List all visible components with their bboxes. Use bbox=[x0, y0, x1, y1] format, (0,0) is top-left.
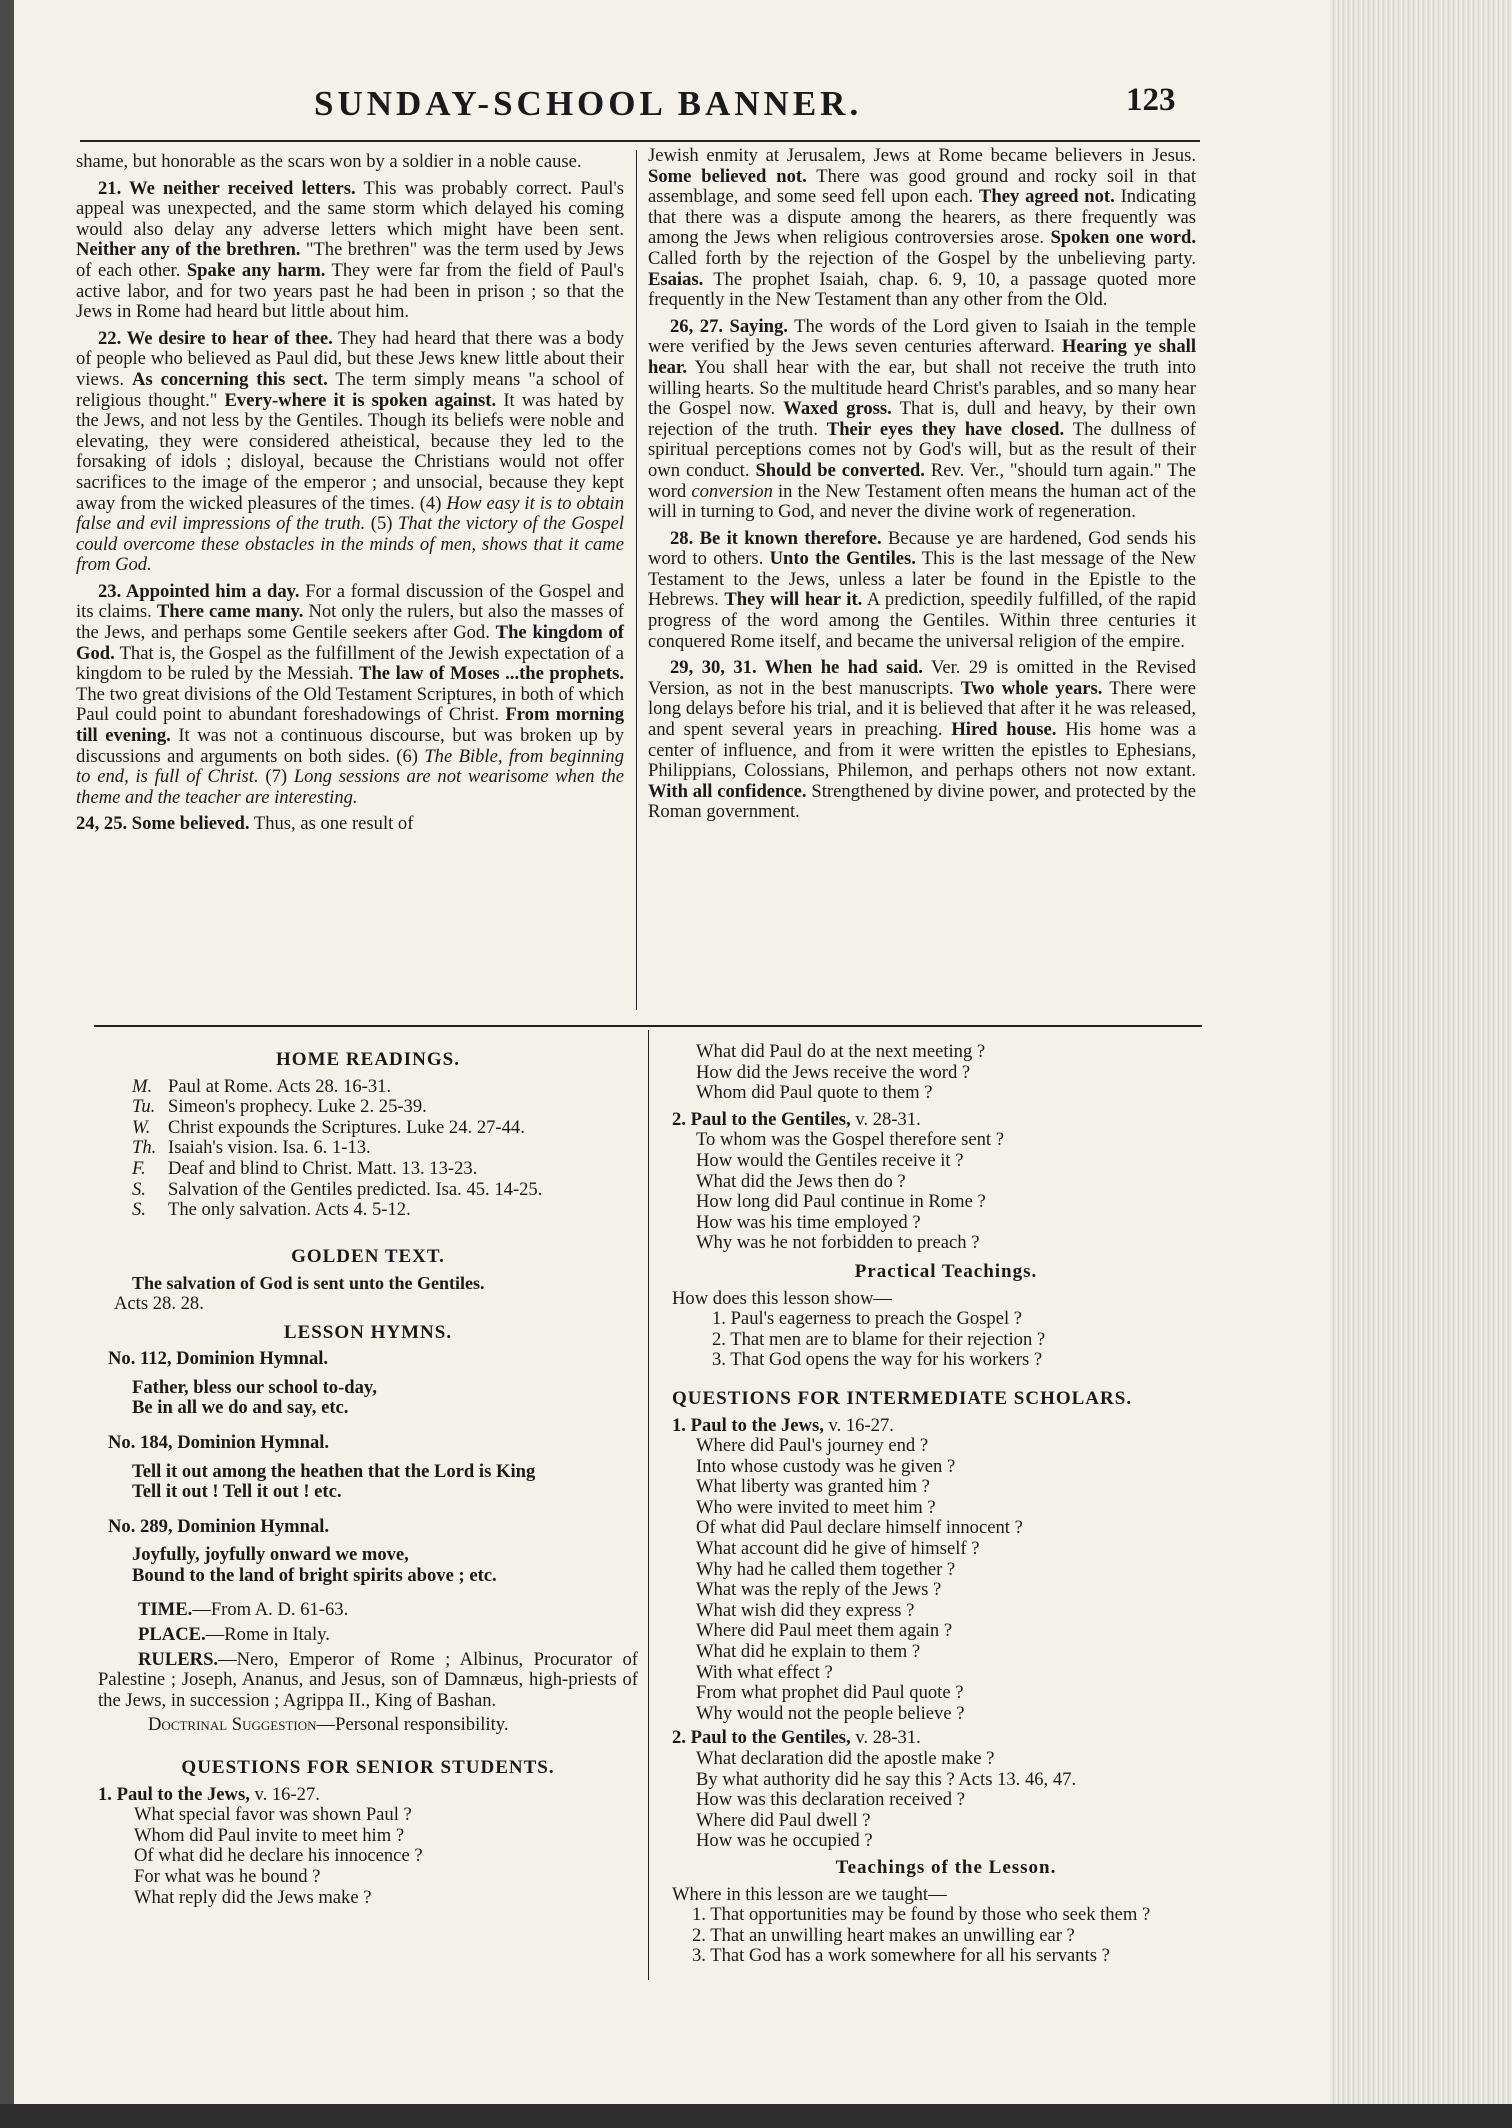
commentary-text: The dullness of spiritual perceptions comes not by God's will, but as the result of their own conduct. bbox=[648, 418, 1196, 481]
verse-reference: Hired house. bbox=[951, 719, 1057, 741]
verse-reference: There came many. bbox=[156, 601, 304, 623]
verse-reference: Spoken one word. bbox=[1050, 227, 1196, 249]
commentary-text: His home was a center of influence, and from it were written the epistles to Ephesians, Philippians, Colossians, Philemon, and perhaps others not now extant. bbox=[648, 719, 1197, 782]
commentary-text: There were long delays before his trial, and it is believed that after it he was released, and spent several years in preaching. bbox=[648, 677, 1196, 741]
lesson-hymns-list bbox=[98, 1349, 638, 1586]
commentary-text: Indicating that there was a dispute among the hearers, as there frequently was among the Jews when religious controversies arose. bbox=[648, 186, 1196, 249]
question-item: What did the Jews then do ? bbox=[696, 1170, 906, 1192]
question-item: How would the Gentiles receive it ? bbox=[696, 1149, 964, 1171]
question-item: What was the reply of the Jews ? bbox=[696, 1579, 942, 1601]
hymn-line: Tell it out among the heathen that the Lord is King bbox=[132, 1460, 536, 1482]
question-item: What liberty was granted him ? bbox=[696, 1476, 930, 1498]
hymn-source: No. 289, Dominion Hymnal. bbox=[108, 1515, 330, 1537]
verse-reference: Waxed gross. bbox=[783, 398, 892, 420]
teaching-item: 2. That men are to blame for their rejection ? bbox=[712, 1328, 1046, 1350]
question-item: Where did Paul meet them again ? bbox=[696, 1620, 953, 1642]
commentary-text: Rev. Ver., "should turn again." The word bbox=[648, 459, 1197, 502]
commentary-text: A prediction, speedily fulfilled, of the rapid progress of the word among the Gentiles. Within three centuries it conquered Rome itself, and became the universal religion of the empire. bbox=[648, 589, 1196, 652]
reading-text: Deaf and blind to Christ. Matt. 13. 13-23. bbox=[168, 1157, 478, 1179]
commentary-paragraph bbox=[648, 146, 1196, 311]
question-item: What special favor was shown Paul ? bbox=[134, 1804, 412, 1826]
commentary-text: shame, but honorable as the scars won by a soldier in a noble cause. bbox=[76, 151, 582, 172]
lesson-teachings-intro: Where in this lesson are we taught— bbox=[672, 1883, 947, 1905]
golden-text-ref: Acts 28. 28. bbox=[114, 1292, 204, 1314]
verse-reference: Every-where it is spoken against. bbox=[224, 389, 497, 411]
teaching-item: 3. That God has a work somewhere for all his servants ? bbox=[692, 1945, 1110, 1967]
verse-reference: Their eyes they have closed. bbox=[826, 418, 1065, 440]
verse-reference: 22. We desire to hear of thee. bbox=[98, 327, 333, 349]
home-reading-row bbox=[98, 1097, 638, 1118]
doctrinal-suggestion: Doctrinal Suggestion—Personal responsibility. bbox=[148, 1714, 509, 1736]
hymn-block bbox=[108, 1349, 638, 1419]
reading-text: Isaiah's vision. Isa. 6. 1-13. bbox=[168, 1137, 371, 1159]
question-item: With what effect ? bbox=[696, 1661, 833, 1683]
reading-day: M. bbox=[132, 1075, 153, 1097]
hymn-source: No. 184, Dominion Hymnal. bbox=[108, 1431, 330, 1453]
question-item: Into whose custody was he given ? bbox=[696, 1455, 956, 1477]
question-item: Whom did Paul invite to meet him ? bbox=[134, 1824, 405, 1846]
question-item: From what prophet did Paul quote ? bbox=[696, 1682, 964, 1704]
verse-reference: From morning till evening. bbox=[76, 704, 624, 747]
reading-day: S. bbox=[132, 1199, 146, 1221]
question-item: Whom did Paul quote to them ? bbox=[696, 1082, 933, 1104]
commentary-text: (7) bbox=[258, 766, 294, 788]
verse-reference: The law of Moses ...the prophets. bbox=[359, 663, 624, 685]
verse-reference: 21. We neither received letters. bbox=[98, 177, 356, 199]
commentary-text: Long sessions are not wearisome when the theme and the teacher are interesting. bbox=[76, 766, 624, 808]
commentary-text: This was probably correct. Paul's appeal was unexpected, and the same storm which delayed his coming would also delay any adverse letters which might have been sent. bbox=[76, 177, 624, 240]
question-item: To whom was the Gospel therefore sent ? bbox=[696, 1129, 1004, 1151]
verse-reference: 24, 25. Some believed. bbox=[76, 813, 250, 835]
verse-reference: They agreed not. bbox=[978, 186, 1115, 208]
practical-teachings-list bbox=[672, 1309, 1220, 1371]
reading-day: Tu. bbox=[132, 1096, 156, 1118]
commentary-text: There was good ground and rocky soil in that assemblage, and some seed fell upon each. bbox=[648, 165, 1196, 208]
senior-questions-list-b bbox=[672, 1042, 1220, 1104]
teaching-item: 3. That God opens the way for his workers ? bbox=[712, 1349, 1043, 1371]
commentary-text: "The brethren" was the term used by Jews of each other. bbox=[76, 239, 624, 281]
question-item: Why would not the people believe ? bbox=[696, 1702, 965, 1724]
reading-day: Th. bbox=[132, 1137, 157, 1159]
column-divider-top bbox=[636, 150, 637, 1010]
question-item: How long did Paul continue in Rome ? bbox=[696, 1191, 986, 1213]
lesson-place: PLACE.—Rome in Italy. bbox=[138, 1624, 330, 1646]
home-reading-row bbox=[98, 1200, 638, 1221]
commentary-text: How easy it is to obtain false and evil impressions of the truth. bbox=[76, 492, 625, 535]
verse-reference: They will hear it. bbox=[724, 589, 863, 611]
commentary-text: Jewish enmity at Jerusalem, Jews at Rome became believers in Jesus. bbox=[648, 145, 1196, 166]
question-item: Where did Paul dwell ? bbox=[696, 1809, 871, 1831]
question-item: What account did he give of himself ? bbox=[696, 1538, 980, 1560]
golden-text-title: GOLDEN TEXT. bbox=[291, 1245, 445, 1267]
lesson-time: TIME.—From A. D. 61-63. bbox=[138, 1599, 349, 1621]
commentary-paragraph bbox=[648, 658, 1196, 823]
column-divider-bottom bbox=[648, 1030, 649, 1980]
lesson-teachings-title: Teachings of the Lesson. bbox=[835, 1856, 1057, 1878]
commentary-text: The words of the Lord given to Isaiah in the temple were verified by the Jews seven centuries afterward. bbox=[648, 315, 1196, 358]
lesson-hymns-title: LESSON HYMNS. bbox=[283, 1321, 453, 1343]
commentary-right-column bbox=[648, 146, 1196, 829]
question-item: How was this declaration received ? bbox=[696, 1789, 965, 1811]
question-item: What did Paul do at the next meeting ? bbox=[696, 1041, 986, 1062]
commentary-text: That is, the Gospel as the fulfillment of the Jewish expectation of a kingdom to be ruled by the Messiah. bbox=[76, 642, 624, 685]
commentary-text: Strengthened by divine power, and protected by the Roman government. bbox=[648, 780, 1196, 823]
hymn-line: Father, bless our school to-day, bbox=[132, 1376, 377, 1398]
commentary-text: Not only the rulers, but also the masses of the Jews, and perhaps some Gentile seekers after God. bbox=[76, 601, 624, 644]
question-item: How was his time employed ? bbox=[696, 1211, 921, 1233]
reading-text: Christ expounds the Scriptures. Luke 24. 27-44. bbox=[168, 1116, 525, 1138]
lesson-teachings-list bbox=[672, 1905, 1220, 1967]
verse-reference: 28. Be it known therefore. bbox=[670, 527, 882, 549]
lesson-aids-right bbox=[672, 1042, 1220, 1967]
verse-reference: As concerning this sect. bbox=[131, 368, 328, 390]
commentary-paragraph bbox=[76, 179, 624, 323]
intermediate-questions-title: QUESTIONS FOR INTERMEDIATE SCHOLARS. bbox=[672, 1387, 1133, 1409]
home-reading-row bbox=[98, 1138, 638, 1159]
question-item: Of what did he declare his innocence ? bbox=[134, 1845, 423, 1867]
verse-reference: Hearing ye shall hear. bbox=[648, 336, 1196, 378]
commentary-text: This is the last message of the New Testament to the Jews, unless a later be found in the Epistle to the Hebrews. bbox=[648, 548, 1197, 611]
home-readings-list bbox=[98, 1077, 638, 1221]
verse-reference: 26, 27. Saying. bbox=[670, 315, 788, 337]
verse-reference: Should be converted. bbox=[755, 459, 925, 481]
verse-reference: Two whole years. bbox=[960, 677, 1103, 699]
golden-text: The salvation of God is sent unto the Gentiles. bbox=[132, 1273, 485, 1294]
scan-left-edge bbox=[0, 0, 14, 2128]
commentary-paragraph bbox=[648, 529, 1196, 653]
home-reading-row bbox=[98, 1159, 638, 1180]
running-head: SUNDAY-SCHOOL BANNER. bbox=[314, 84, 863, 123]
hymn-line: Joyfully, joyfully onward we move, bbox=[132, 1544, 409, 1566]
hymn-block bbox=[108, 1517, 638, 1587]
commentary-text: They were far from the field of Paul's active labor, and for two years past he had been in prison ; so that the Jews in Rome had heard but little about him. bbox=[76, 259, 624, 323]
commentary-text: The two great divisions of the Old Testament Scriptures, in both of which Paul could point to abundant foreshadowings of Christ. bbox=[76, 683, 624, 726]
verse-reference: Some believed not. bbox=[648, 165, 807, 187]
commentary-paragraph bbox=[648, 317, 1196, 523]
senior-section-2-questions bbox=[672, 1130, 1220, 1254]
senior-questions-title: QUESTIONS FOR SENIOR STUDENTS. bbox=[181, 1757, 555, 1779]
commentary-text: The term simply means "a school of religious thought." bbox=[76, 368, 624, 411]
hymn-line: Tell it out ! Tell it out ! etc. bbox=[132, 1481, 342, 1503]
reading-text: Paul at Rome. Acts 28. 16-31. bbox=[168, 1075, 392, 1097]
intermediate-section-2-heading: 2. Paul to the Gentiles, v. 28-31. bbox=[672, 1727, 921, 1749]
commentary-paragraph bbox=[76, 582, 624, 809]
senior-questions-list-a bbox=[98, 1805, 638, 1908]
commentary-text: For a formal discussion of the Gospel and its claims. bbox=[76, 580, 624, 623]
commentary-text: Ver. 29 is omitted in the Revised Version, as not in the best manuscripts. bbox=[648, 657, 1196, 699]
question-item: How did the Jews receive the word ? bbox=[696, 1061, 971, 1083]
hymn-line: Be in all we do and say, etc. bbox=[132, 1397, 349, 1419]
practical-teachings-intro: How does this lesson show— bbox=[672, 1287, 893, 1309]
commentary-text: Thus, as one result of bbox=[249, 813, 414, 835]
commentary-text: Called forth by the rejection of the Gospel by the unbelieving party. bbox=[648, 247, 1196, 269]
commentary-text: They had heard that there was a body of people who believed as Paul did, but these Jews knew little about their views. bbox=[76, 327, 624, 390]
verse-reference: Unto the Gentiles. bbox=[769, 548, 916, 570]
page-number: 123 bbox=[1126, 82, 1176, 118]
verse-reference: Neither any of the brethren. bbox=[76, 239, 301, 261]
commentary-text: It was not a continuous discourse, but was broken up by discussions and arguments on both sides. (6) bbox=[76, 725, 624, 767]
hymn-block bbox=[108, 1433, 638, 1503]
question-item: Why was he not forbidden to preach ? bbox=[696, 1232, 980, 1254]
question-item: By what authority did he say this ? Acts 13. 46, 47. bbox=[696, 1768, 1077, 1790]
commentary-text: conversion bbox=[691, 480, 773, 502]
verse-reference: 23. Appointed him a day. bbox=[98, 580, 300, 602]
verse-reference: With all confidence. bbox=[648, 780, 807, 802]
lesson-aids-left bbox=[98, 1050, 638, 1908]
commentary-text: That the victory of the Gospel could overcome these obstacles in the minds of men, shows that it came from God. bbox=[76, 513, 624, 576]
question-item: What reply did the Jews make ? bbox=[134, 1886, 372, 1908]
reading-text: Simeon's prophecy. Luke 2. 25-39. bbox=[168, 1096, 427, 1118]
commentary-paragraph bbox=[76, 814, 624, 835]
reading-text: Salvation of the Gentiles predicted. Isa. 45. 14-25. bbox=[168, 1178, 543, 1200]
question-item: Why had he called them together ? bbox=[696, 1558, 956, 1580]
commentary-text: That is, dull and heavy, by their own rejection of the truth. bbox=[648, 398, 1196, 440]
intermediate-section-1-questions bbox=[672, 1436, 1220, 1724]
question-item: How was he occupied ? bbox=[696, 1830, 873, 1852]
question-item: Where did Paul's journey end ? bbox=[696, 1435, 929, 1457]
scan-bottom-shadow bbox=[0, 2104, 1512, 2128]
senior-section-2-heading: 2. Paul to the Gentiles, v. 28-31. bbox=[672, 1108, 921, 1130]
book-page bbox=[14, 0, 1330, 2104]
lesson-rulers: RULERS.—Nero, Emperor of Rome ; Albinus, Procurator of Palestine ; Joseph, Ananus, and Jesus, son of Damnæus, high-priests of the Jews, in succession ; Agrippa II., King of Bashan. bbox=[98, 1648, 638, 1711]
hymn-line: Bound to the land of bright spirits above ; etc. bbox=[132, 1564, 497, 1586]
question-item: For what was he bound ? bbox=[134, 1866, 321, 1887]
question-item: What declaration did the apostle make ? bbox=[696, 1748, 995, 1769]
question-item: Of what did Paul declare himself innocent ? bbox=[696, 1517, 1023, 1539]
question-item: What did he explain to them ? bbox=[696, 1641, 921, 1663]
practical-teachings-title: Practical Teachings. bbox=[854, 1260, 1038, 1282]
teaching-item: 1. Paul's eagerness to preach the Gospel ? bbox=[712, 1308, 1023, 1330]
verse-reference: 29, 30, 31. When he had said. bbox=[670, 657, 923, 679]
home-readings-title: HOME READINGS. bbox=[276, 1049, 460, 1070]
commentary-text: The Bible, from beginning to end, is full of Christ. bbox=[76, 745, 624, 788]
commentary-left-column bbox=[76, 152, 624, 841]
commentary-text: (5) bbox=[365, 513, 398, 535]
book-page-edges bbox=[1330, 0, 1512, 2104]
teaching-item: 2. That an unwilling heart makes an unwilling ear ? bbox=[692, 1924, 1075, 1946]
commentary-text: in the New Testament often means the human act of the will in turning to God, and never the divine work of regeneration. bbox=[648, 480, 1196, 523]
reading-day: W. bbox=[132, 1116, 151, 1138]
verse-reference: Esaias. bbox=[648, 268, 704, 290]
commentary-text: Because ye are hardened, God sends his word to others. bbox=[648, 527, 1197, 570]
intermediate-section-2-questions bbox=[672, 1749, 1220, 1852]
section-rule bbox=[94, 1025, 1202, 1027]
home-reading-row bbox=[98, 1180, 638, 1201]
question-item: What wish did they express ? bbox=[696, 1599, 915, 1621]
home-reading-row bbox=[98, 1118, 638, 1139]
verse-reference: The kingdom of God. bbox=[76, 622, 624, 664]
hymn-source: No. 112, Dominion Hymnal. bbox=[108, 1348, 329, 1370]
commentary-paragraph bbox=[76, 329, 624, 576]
commentary-text: It was hated by the Jews, and not less by the Gentiles. Though its beliefs were noble and elevating, they were considered atheistical, because they led to the forsaking of idols ; disloyal, because the Christians would not offer sacrifices to the image of the emperor ; and unsocial, because they kept away from the wicked pleasures of the times. (4) bbox=[76, 389, 624, 514]
header-rule bbox=[80, 140, 1200, 142]
commentary-text: You shall hear with the ear, but shall not receive the truth into willing hearts. So the multitude heard Christ's parables, and so many hear the Gospel now. bbox=[648, 356, 1196, 420]
verse-reference: Spake any harm. bbox=[186, 259, 326, 281]
question-item: Who were invited to meet him ? bbox=[696, 1496, 936, 1518]
intermediate-section-1-heading: 1. Paul to the Jews, v. 16-27. bbox=[672, 1414, 894, 1436]
home-reading-row bbox=[98, 1077, 638, 1098]
reading-day: F. bbox=[132, 1157, 146, 1179]
commentary-text: The prophet Isaiah, chap. 6. 9, 10, a passage quoted more frequently in the New Testament than any other from the Old. bbox=[648, 268, 1196, 311]
senior-section-1-heading: 1. Paul to the Jews, v. 16-27. bbox=[98, 1783, 320, 1805]
commentary-paragraph bbox=[76, 152, 624, 173]
reading-day: S. bbox=[132, 1178, 146, 1200]
reading-text: The only salvation. Acts 4. 5-12. bbox=[168, 1199, 411, 1221]
teaching-item: 1. That opportunities may be found by those who seek them ? bbox=[692, 1904, 1151, 1926]
